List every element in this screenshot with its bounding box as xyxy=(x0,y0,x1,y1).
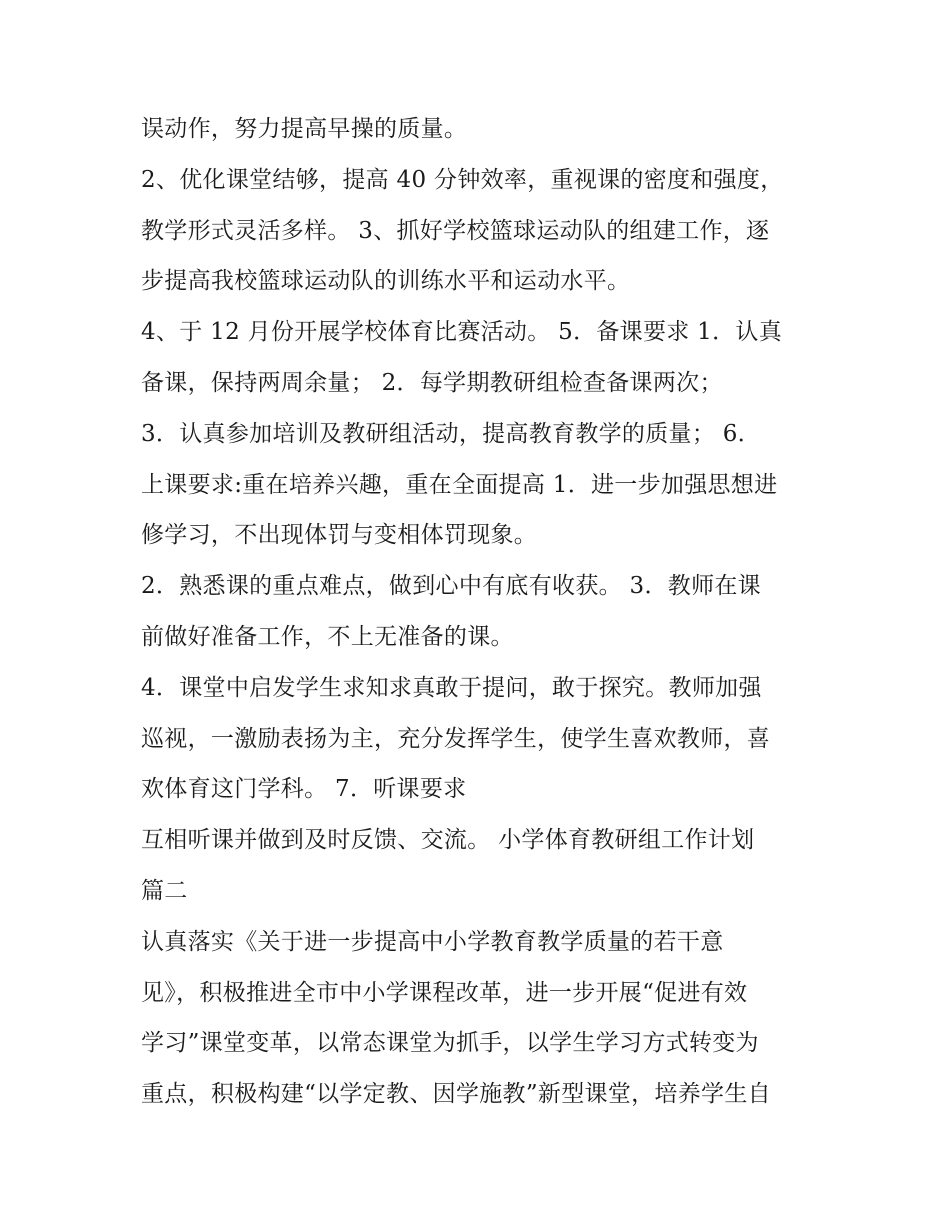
text-line: 教学形式灵活多样。 3、抓好学校篮球运动队的组建工作，逐 xyxy=(141,217,770,244)
text-line: 欢体育这门学科。 7．听课要求 xyxy=(141,776,467,803)
text-line: 4．课堂中启发学生求知求真敢于提问，敢于探究。教师加强 xyxy=(141,674,762,701)
text-line: 4、于 12 月份开展学校体育比赛活动。 5．备课要求 1．认真 xyxy=(141,319,783,346)
text-line: 误动作，努力提高早操的质量。 xyxy=(141,116,468,142)
document-body xyxy=(141,104,821,1120)
text-line: 篇二 xyxy=(141,877,188,904)
text-line: 认真落实《关于进一步提高中小学教育教学质量的若干意 xyxy=(141,928,724,955)
text-line: 上课要求:重在培养兴趣，重在全面提高 1．进一步加强思想进 xyxy=(141,471,778,498)
text-line: 互相听课并做到及时反馈、交流。 小学体育教研组工作计划 xyxy=(141,827,755,854)
text-line: 学习”课堂变革，以常态课堂为抓手，以学生学习方式转变为 xyxy=(141,1030,759,1057)
text-line: 2、优化课堂结够，提高 40 分钟效率，重视课的密度和强度， xyxy=(141,166,784,193)
text-line: 2．熟悉课的重点难点，做到心中有底有收获。 3．教师在课 xyxy=(141,573,761,600)
text-line: 前做好准备工作，不上无准备的课。 xyxy=(141,623,514,650)
text-line: 步提高我校篮球运动队的训练水平和运动水平。 xyxy=(141,268,631,295)
text-line: 见》，积极推进全市中小学课程改革，进一步开展“促进有效 xyxy=(141,979,748,1006)
text-line: 重点，积极构建“以学定教、因学施教”新型课堂，培养学生自 xyxy=(141,1081,771,1108)
text-line: 备课，保持两周余量； 2．每学期教研组检查备课两次； xyxy=(141,369,723,396)
text-line: 巡视，一激励表扬为主，充分发挥学生，使学生喜欢教师，喜 xyxy=(141,725,771,752)
text-line: 修学习，不出现体罚与变相体罚现象。 xyxy=(141,522,538,549)
text-line: 3．认真参加培训及教研组活动，提高教育教学的质量； 6． xyxy=(141,420,761,447)
